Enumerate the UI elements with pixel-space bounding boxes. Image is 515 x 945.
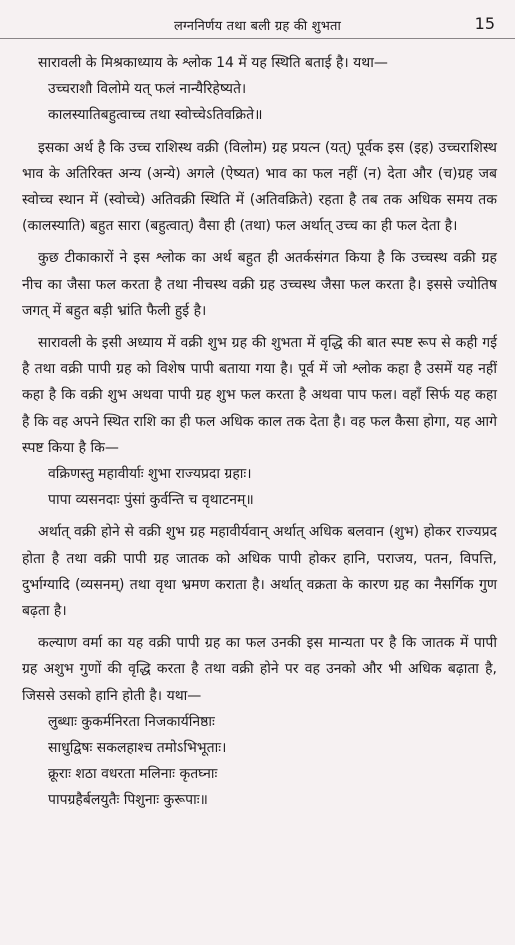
paragraph-3: कुछ टीकाकारों ने इस श्लोक का अर्थ बहुत ही अतर्कसंगत किया है कि उच्चस्थ वक्री ग्रह नीच का जैसा फल करता है तथा नीचस्थ वक्री ग्रह उच्चस्थ जैसा फल करता है। इससे ज्योतिष जगत् में बहुत बड़ी भ्रांति फैली हुई है। (22, 250, 497, 319)
verse-line: क्रूराः शठा वधरता मलिनाः कृतघ्नाः (48, 766, 218, 783)
verse-line: पापा व्यसनदाः पुंसां कुर्वन्ति च वृथाटनम्॥ (48, 492, 254, 509)
page-number: 15 (474, 14, 495, 33)
running-title: लग्ननिर्णय तथा बली ग्रह की शुभता (173, 19, 342, 34)
verse-line: कालस्यातिबहुत्वाच्च तथा स्वोच्चेऽतिवक्रिते॥ (48, 107, 263, 124)
paragraph-5: अर्थात् वक्री होने से वक्री शुभ ग्रह महावीर्यवान् अर्थात् अधिक बलवान (शुभ) होकर राज्यप्रद होता है तथा वक्री पापी ग्रह जातक को अधिक पापी होकर हानि, पराजय, पतन, विपत्ति, दुर्भाग्यादि (व्यसनम्) तथा वृथा भ्रमण कराता है। अर्थात् वक्रता के कारण ग्रह का नैसर्गिक गुण बढ़ता है। (22, 524, 497, 620)
verse-line: वक्रिणस्तु महावीर्याः शुभा राज्यप्रदा ग्रहाः। (48, 466, 252, 483)
verse-line: पापग्रहैर्बलयुतैः पिशुनाः कुरूपाः॥ (48, 792, 208, 809)
verse-line: उच्चराशौ विलोमे यत् फलं नान्यैरिहेष्यते। (48, 81, 247, 98)
verse-block-1 (22, 76, 497, 128)
paragraph-1: सारावली के मिश्रकाध्याय के श्लोक 14 में यह स्थिति बताई है। यथा— (38, 55, 388, 71)
verse-block-2 (22, 461, 497, 513)
paragraph-6: कल्याण वर्मा का यह वक्री पापी ग्रह का फल उनकी इस मान्यता पर है कि जातक में पापी ग्रह अशुभ गुणों की वृद्धि करता है तथा वक्री होने पर वह उनको और भी अधिक बढ़ाता है, जिससे उसको हानि होती है। यथा— (22, 635, 497, 704)
paragraph-4: सारावली के इसी अध्याय में वक्री शुभ ग्रह की शुभता में वृद्धि की बात स्पष्ट रूप से कही गई है तथा वक्री पापी ग्रह को विशेष पापी बताया गया है। पूर्व में जो श्लोक कहा है उसमें यह नहीं कहा है कि वक्री शुभ अथवा पापी ग्रह शुभ फल करता है अथवा पाप फल। वहाँ सिर्फ यह कहा है कि वह अपने स्थित राशि का ही फल अधिक काल तक देता है। वह फल कैसा होगा, यह आगे स्पष्ट किया है कि— (22, 335, 497, 456)
page-body (22, 50, 497, 814)
verse-block-3 (22, 709, 497, 814)
page-header (0, 14, 515, 39)
verse-line: लुब्धाः कुकर्मनिरता निजकार्यनिष्ठाः (48, 713, 215, 730)
paragraph-2: इसका अर्थ है कि उच्च राशिस्थ वक्री (विलोम) ग्रह प्रयत्न (यत्) पूर्वक इस (इह) उच्चराशिस्थ भाव के अतिरिक्त अन्य (अन्ये) अगले (ऐष्यत) भाव का फल नहीं (न) देता और (च)ग्रह जब स्वोच्च स्थान में (स्वोच्चे) अतिवक्री स्थिति में (अतिवक्रिते) रहता है तब तक अधिक समय तक (कालस्याति) बहुत सारा (बहुत्वात्) वैसा ही (तथा) फल अर्थात् उच्च का ही फल देता है। (22, 139, 497, 235)
verse-line: साधुद्विषः सकलहाश्च तमोऽभिभूताः। (48, 740, 227, 757)
